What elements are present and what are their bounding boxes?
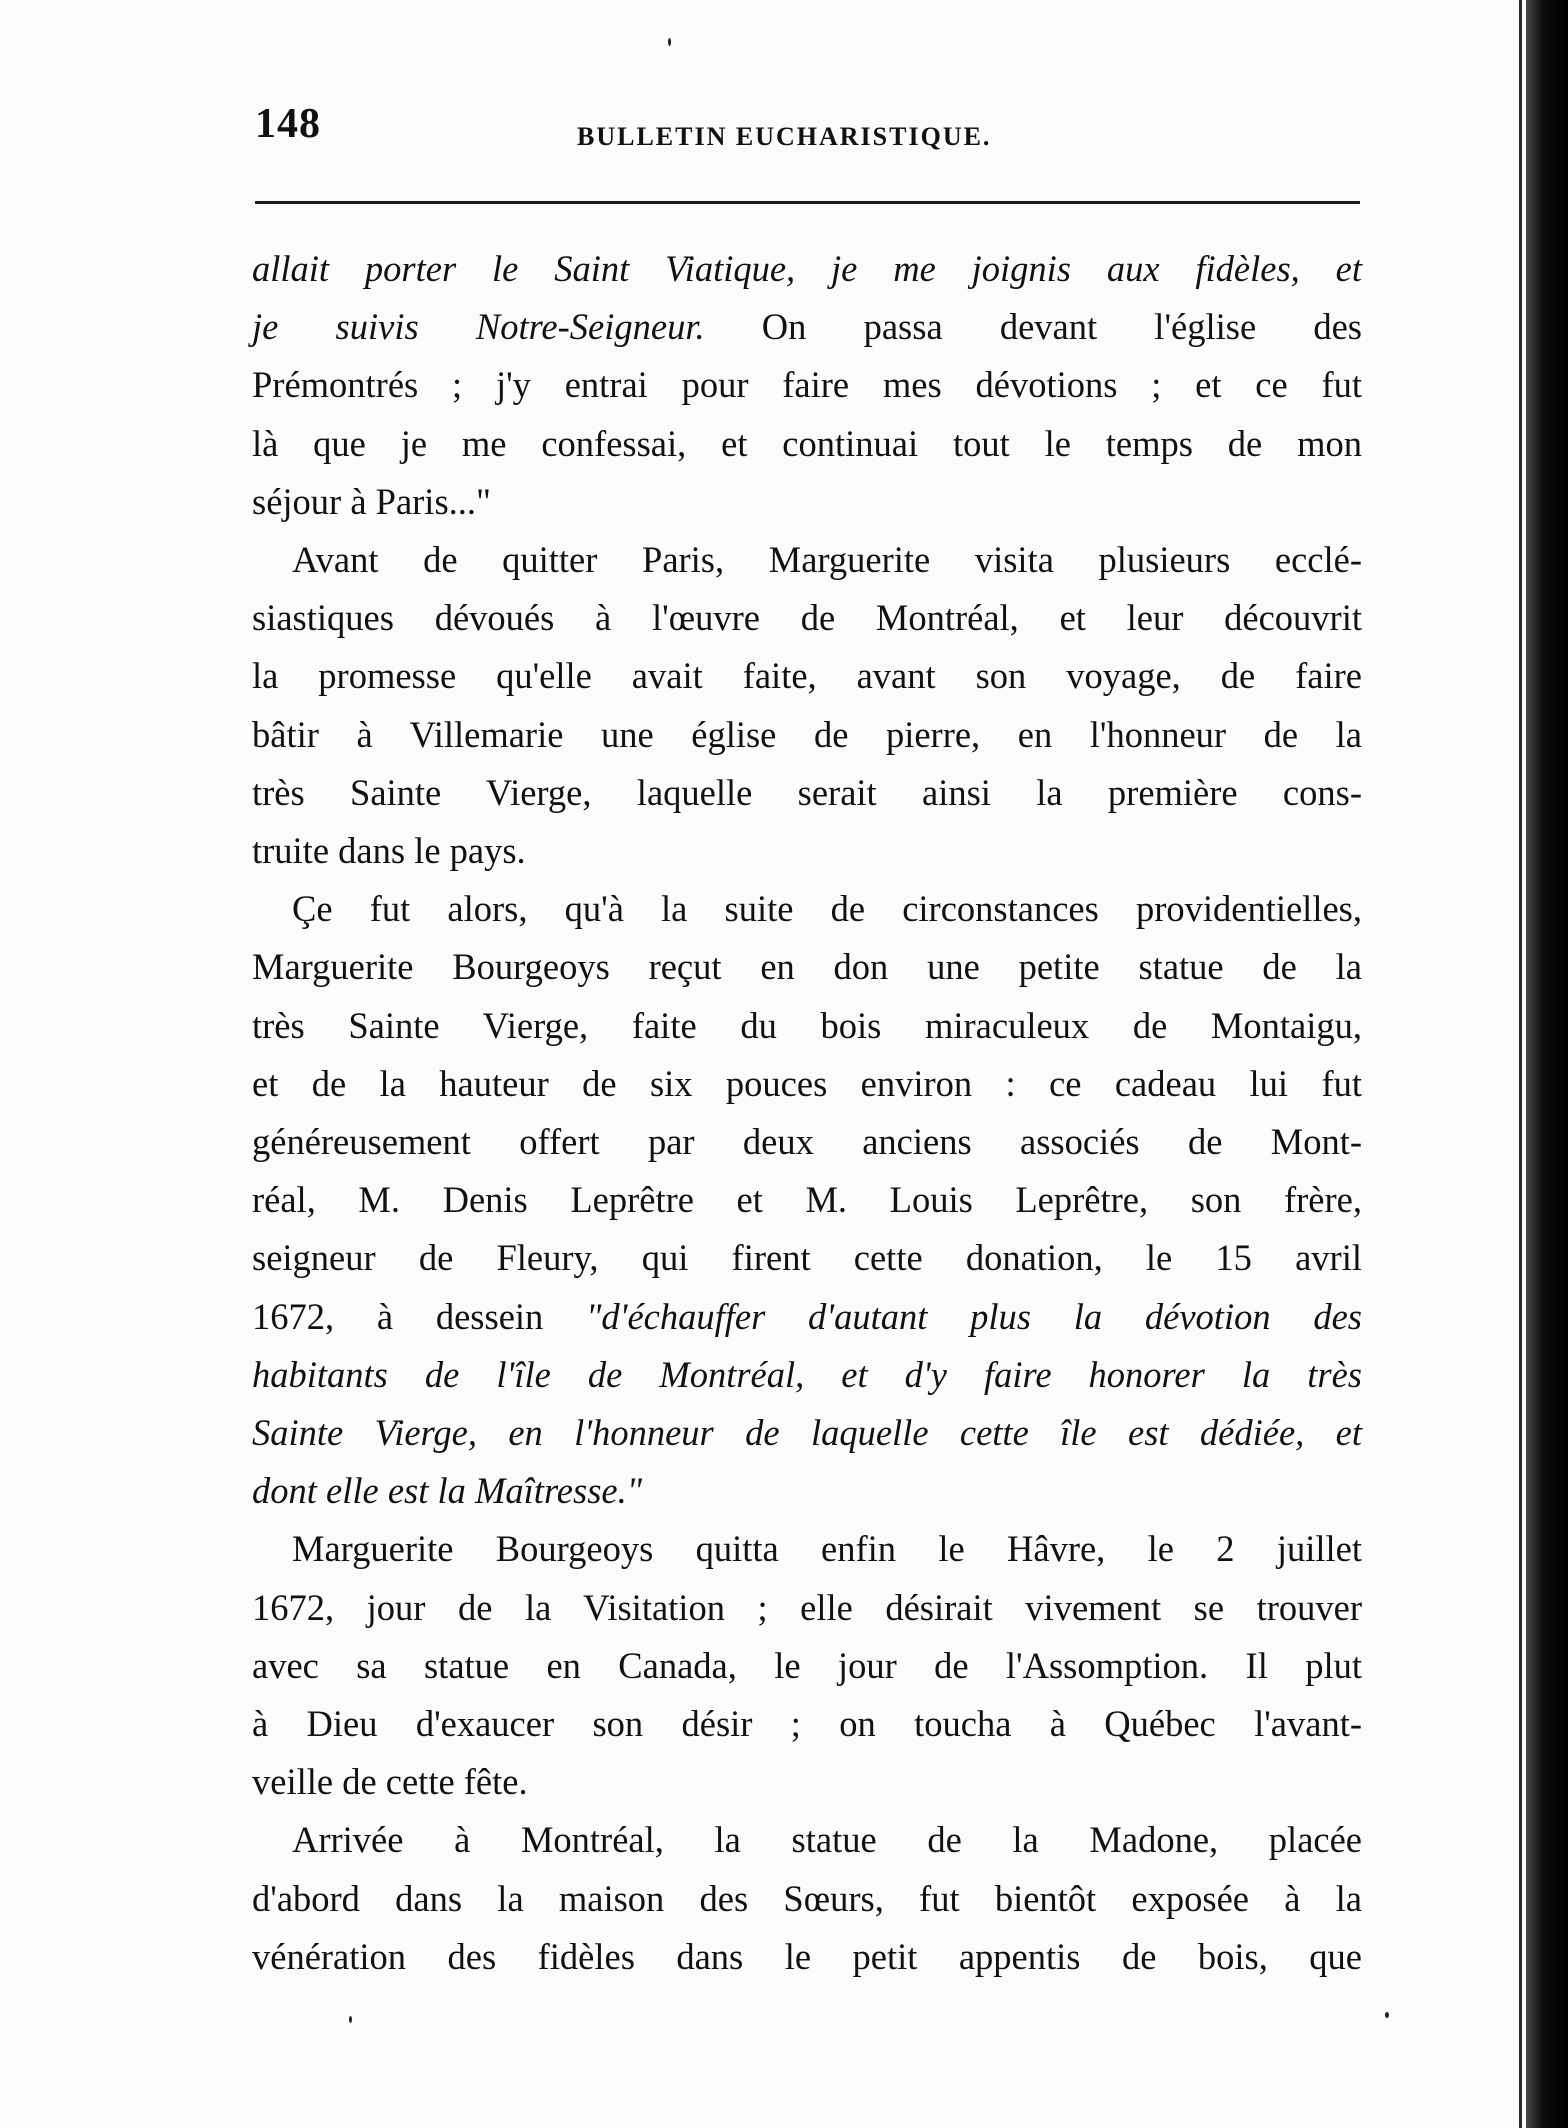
page-edge-shadow [1526, 0, 1568, 2128]
text-line: siastiques dévoués à l'œuvre de Montréal, et leur découvrit [252, 597, 1362, 639]
text-line: habitants de l'île de Montréal, et d'y faire honorer la très [252, 1353, 1362, 1395]
paragraph-1 [252, 240, 1362, 531]
text-line-roman-part: On passa devant l'église des [704, 306, 1362, 348]
body-text [252, 240, 1362, 1986]
scan-speck [349, 2016, 352, 2023]
text-line: bâtir à Villemarie une église de pierre, en l'honneur de la [252, 713, 1362, 755]
text-line: séjour à Paris..." [252, 480, 491, 522]
page-header [255, 100, 1360, 160]
text-line: Arrivée à Montréal, la statue de la Madone, placée [292, 1819, 1362, 1861]
text-line: Avant de quitter Paris, Marguerite visita plusieurs ecclé- [292, 539, 1362, 581]
text-line: à Dieu d'exaucer son désir ; on toucha à Québec l'avant- [252, 1703, 1362, 1745]
text-line-italic-part: "d'échauffer d'autant plus la dévotion des [586, 1295, 1362, 1337]
text-line: avec sa statue en Canada, le jour de l'Assomption. Il plut [252, 1644, 1362, 1686]
text-line: vénération des fidèles dans le petit appentis de bois, que [252, 1935, 1362, 1977]
text-line: et de la hauteur de six pouces environ : ce cadeau lui fut [252, 1062, 1362, 1104]
text-line: 1672, jour de la Visitation ; elle désirait vivement se trouver [252, 1586, 1362, 1628]
text-line: veille de cette fête. [252, 1761, 528, 1803]
running-title: BULLETIN EUCHARISTIQUE. [577, 122, 992, 151]
text-line-roman-part: 1672, à dessein [252, 1295, 587, 1337]
paragraph-5 [252, 1811, 1362, 1986]
text-line: truite dans le pays. [252, 830, 526, 872]
paragraph-3 [252, 880, 1362, 1520]
text-line: là que je me confessai, et continuai tout le temps de mon [252, 422, 1362, 464]
text-line: très Sainte Vierge, faite du bois miraculeux de Montaigu, [252, 1004, 1362, 1046]
text-line: Sainte Vierge, en l'honneur de laquelle cette île est dédiée, et [252, 1412, 1362, 1454]
text-line [252, 298, 1362, 356]
paragraph-2 [252, 531, 1362, 880]
text-line: généreusement offert par deux anciens associés de Mont- [252, 1121, 1362, 1163]
text-line: la promesse qu'elle avait faite, avant son voyage, de faire [252, 655, 1362, 697]
text-line-italic-part: je suivis Notre-Seigneur. [252, 306, 705, 348]
text-line: allait porter le Saint Viatique, je me joignis aux fidèles, et [252, 248, 1362, 289]
text-line: dont elle est la Maîtresse." [252, 1470, 643, 1512]
text-line: d'abord dans la maison des Sœurs, fut bientôt exposée à la [252, 1877, 1362, 1919]
text-line: Prémontrés ; j'y entrai pour faire mes dévotions ; et ce fut [252, 364, 1362, 406]
text-line: Marguerite Bourgeoys reçut en don une petite statue de la [252, 946, 1362, 988]
text-line: très Sainte Vierge, laquelle serait ainsi la première cons- [252, 771, 1362, 813]
text-line: Marguerite Bourgeoys quitta enfin le Hâvre, le 2 juillet [292, 1528, 1362, 1570]
text-line: Çe fut alors, qu'à la suite de circonstances providentielles, [292, 888, 1362, 930]
scan-speck [1385, 2012, 1389, 2018]
text-line: seigneur de Fleury, qui firent cette donation, le 15 avril [252, 1237, 1362, 1279]
paragraph-4 [252, 1520, 1362, 1811]
text-line [252, 1288, 1362, 1346]
text-line: réal, M. Denis Leprêtre et M. Louis Leprêtre, son frère, [252, 1179, 1362, 1221]
page-edge-line [1519, 0, 1522, 2128]
page-number: 148 [255, 101, 321, 147]
header-rule [255, 201, 1360, 204]
scan-speck [668, 38, 671, 46]
